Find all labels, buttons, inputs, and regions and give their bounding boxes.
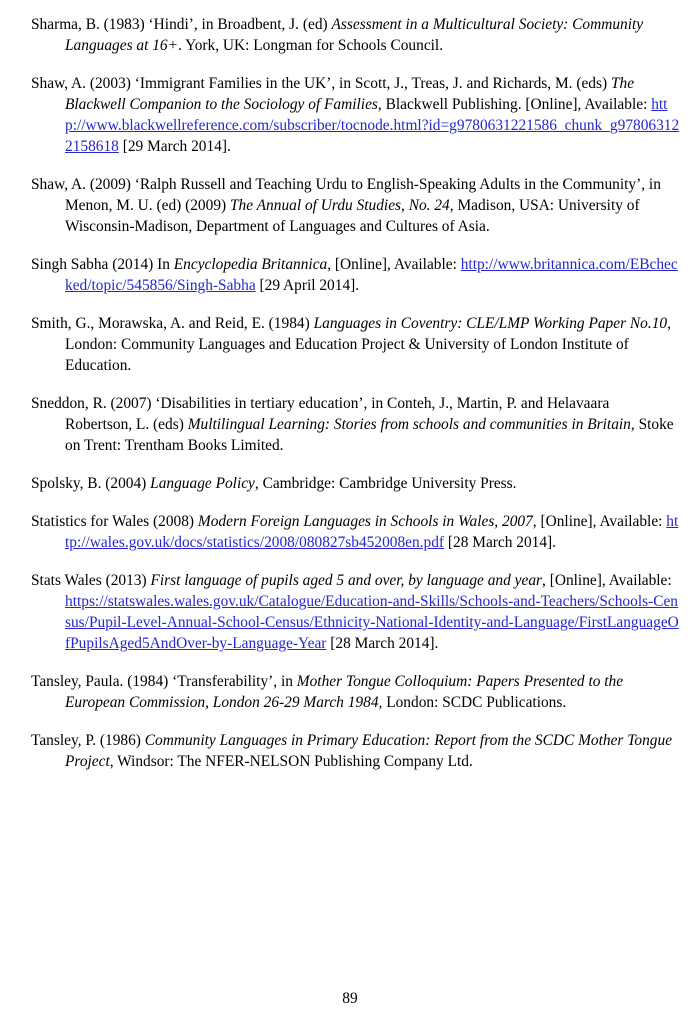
reference-entry [31,730,680,772]
reference-entry [31,671,680,713]
reference-title-italic: Language Policy [150,475,255,492]
reference-text: , [Online], Available: [532,513,667,530]
reference-entry [31,473,680,494]
reference-title-italic: Assessment in a Multicultural Society: Community Languages at 16+ [65,16,644,54]
reference-entry [31,73,680,157]
reference-entry [31,254,680,296]
reference-url-link[interactable]: http://www.britannica.com/EBchecked/topic/545856/Singh-Sabha [65,256,678,294]
reference-title-italic: The Annual of Urdu Studies, No. 24 [230,197,450,214]
reference-text: , Windsor: The NFER-NELSON Publishing Company Ltd. [109,753,473,770]
reference-entry [31,313,680,376]
reference-text: Statistics for Wales (2008) [31,513,198,530]
reference-title-italic: Mother Tongue Colloquium: Papers Presented to the European Commission, London 26-29 March 1984 [65,673,624,711]
reference-text: Shaw, A. (2003) ‘Immigrant Families in the UK’, in Scott, J., Treas, J. and Richards, M. (eds) [31,75,611,92]
reference-text: , Stoke on Trent: Trentham Books Limited. [65,416,674,454]
reference-text: [29 March 2014]. [118,138,231,155]
reference-text: Shaw, A. (2009) ‘Ralph Russell and Teaching Urdu to English-Speaking Adults in the Community’, in Menon, M. U. (ed) (2009) [31,176,661,214]
reference-text: , [Online], Available: [327,256,461,273]
bibliography-list [31,14,680,772]
page-number: 89 [342,990,358,1007]
reference-text: . York, UK: Longman for Schools Council. [178,37,444,54]
reference-text: Sharma, B. (1983) ‘Hindi’, in Broadbent, J. (ed) [31,16,332,33]
reference-title-italic: Community Languages in Primary Education: Report from the SCDC Mother Tongue Project [65,732,673,770]
reference-title-italic: Languages in Coventry: CLE/LMP Working Paper No.10 [313,315,668,332]
reference-title-italic: The Blackwell Companion to the Sociology of Families [65,75,635,113]
reference-text: Spolsky, B. (2004) [31,475,151,492]
reference-entry [31,393,680,456]
reference-text: Smith, G., Morawska, A. and Reid, E. (1984) [31,315,314,332]
reference-text: , [Online], Available: [542,572,672,589]
reference-text: Tansley, P. (1986) [31,732,145,749]
reference-title-italic: Modern Foreign Languages in Schools in Wales, 2007 [197,513,533,530]
reference-text: , London: SCDC Publications. [378,694,567,711]
reference-url-link[interactable]: https://statswales.wales.gov.uk/Catalogue/Education-and-Skills/Schools-and-Teachers/Schools-Census/Pupil-Level-Annual-School-Census/Ethnicity-National-Identity-and-Language/FirstLanguageOfPupilsAged5AndOver-by-Language-Year [65,593,679,652]
reference-text: [29 April 2014]. [255,277,360,294]
reference-text: [28 March 2014]. [444,534,557,551]
reference-text: Stats Wales (2013) [31,572,151,589]
reference-text: , London: Community Languages and Education Project & University of London Institute of Education. [65,315,671,374]
reference-text: , Madison, USA: University of Wisconsin-Madison, Department of Languages and Cultures of Asia. [65,197,640,235]
reference-entry [31,174,680,237]
reference-text: [28 March 2014]. [326,635,439,652]
reference-entry [31,14,680,56]
reference-url-link[interactable]: http://www.blackwellreference.com/subscriber/tocnode.html?id=g9780631221586_chunk_g978063122158618 [65,96,680,155]
reference-text: , Cambridge: Cambridge University Press. [254,475,517,492]
reference-entry [31,511,680,553]
reference-title-italic: First language of pupils aged 5 and over, by language and year [150,572,543,589]
reference-url-link[interactable]: http://wales.gov.uk/docs/statistics/2008/080827sb452008en.pdf [65,513,679,551]
reference-text: Tansley, Paula. (1984) ‘Transferability’, in [31,673,297,690]
reference-title-italic: Encyclopedia Britannica [173,256,328,273]
reference-entry [31,570,680,654]
reference-title-italic: Multilingual Learning: Stories from schools and communities in Britain [187,416,631,433]
reference-text: , Blackwell Publishing. [Online], Available: [377,96,652,113]
reference-text: Singh Sabha (2014) In [31,256,174,273]
reference-text: Sneddon, R. (2007) ‘Disabilities in tertiary education’, in Conteh, J., Martin, P. and Helavaara Robertson, L. (eds) [31,395,610,433]
